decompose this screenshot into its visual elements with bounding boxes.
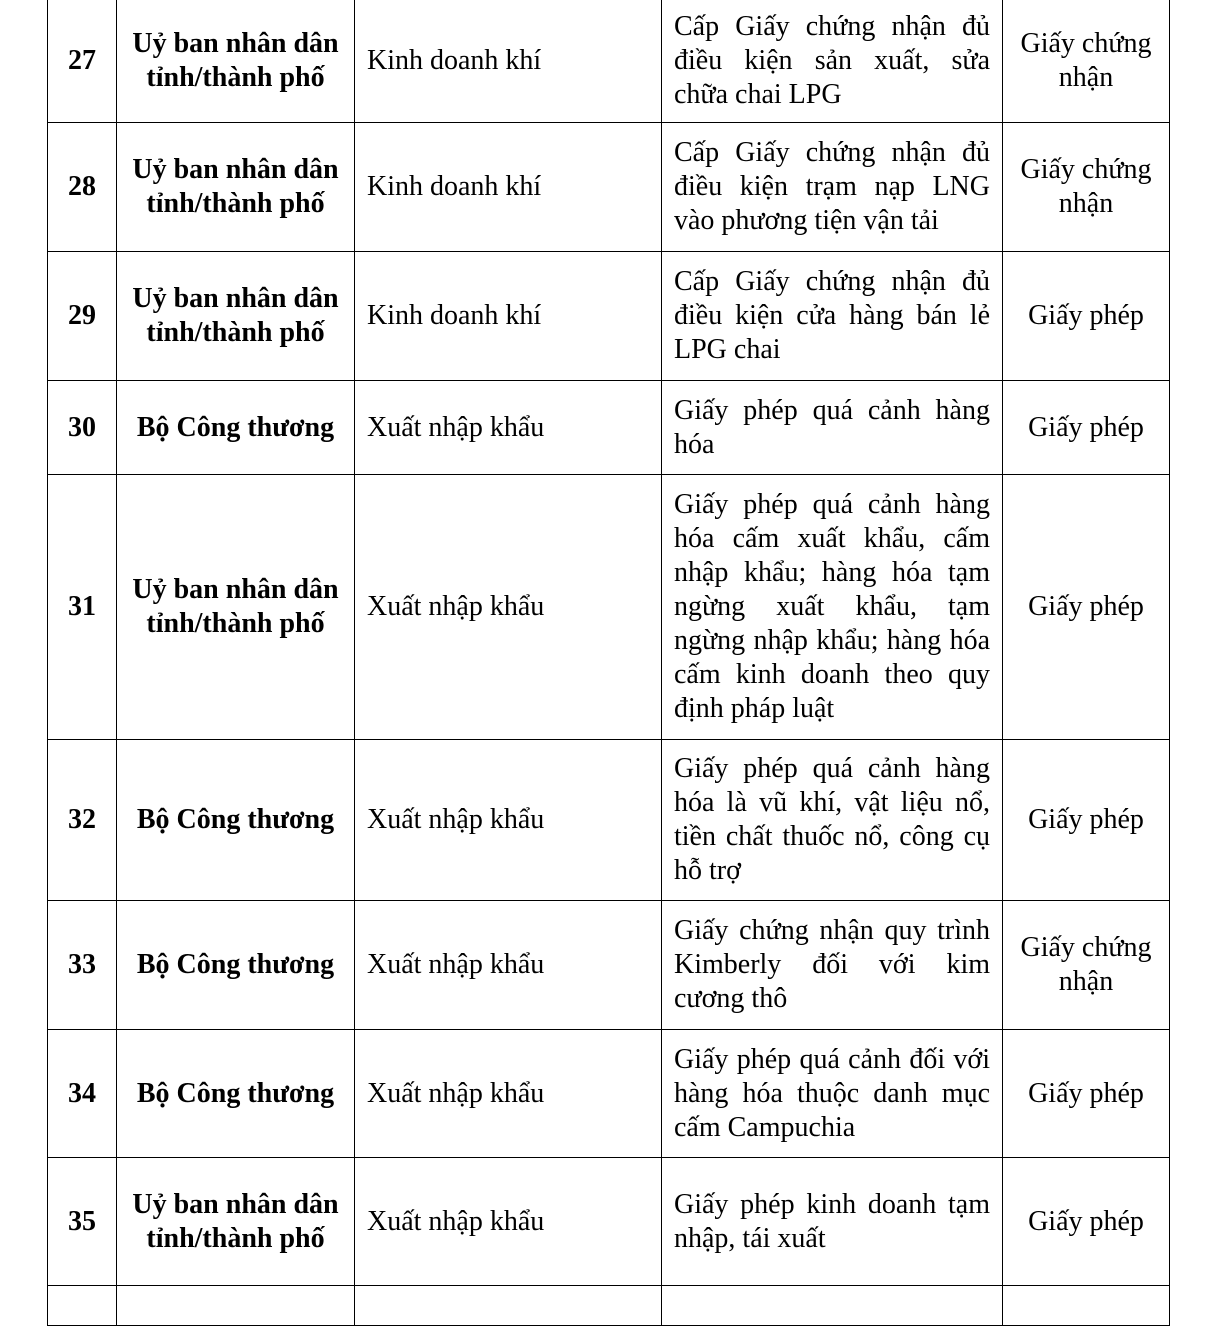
- sector-cell: Xuất nhập khẩu: [355, 1158, 662, 1286]
- table-row: [48, 901, 1170, 1030]
- table-row: [48, 1158, 1170, 1286]
- document-type-cell: Giấy phép: [1003, 1030, 1170, 1158]
- procedure-cell: Giấy chứng nhận quy trình Kimberly đối với kim cương thô: [662, 901, 1003, 1030]
- procedure-cell: Giấy phép quá cảnh hàng hóa cấm xuất khẩu, cấm nhập khẩu; hàng hóa tạm ngừng xuất khẩu, tạm ngừng nhập khẩu; hàng hóa cấm kinh doanh theo quy định pháp luật: [662, 475, 1003, 740]
- sector-cell: Xuất nhập khẩu: [355, 381, 662, 475]
- empty-cell: [1003, 1286, 1170, 1326]
- agency-cell: Bộ Công thương: [117, 901, 355, 1030]
- table-row: [48, 740, 1170, 901]
- agency-cell: Bộ Công thương: [117, 740, 355, 901]
- row-number: 27: [48, 0, 117, 123]
- table-row: [48, 0, 1170, 123]
- procedure-cell: Cấp Giấy chứng nhận đủ điều kiện sản xuất, sửa chữa chai LPG: [662, 0, 1003, 123]
- document-type-cell: Giấy phép: [1003, 740, 1170, 901]
- row-number: 33: [48, 901, 117, 1030]
- row-number: 32: [48, 740, 117, 901]
- table-row: [48, 123, 1170, 252]
- procedure-cell: Giấy phép quá cảnh đối với hàng hóa thuộc danh mục cấm Campuchia: [662, 1030, 1003, 1158]
- agency-cell: Uỷ ban nhân dân tỉnh/thành phố: [117, 475, 355, 740]
- document-type-cell: Giấy phép: [1003, 381, 1170, 475]
- row-number: 34: [48, 1030, 117, 1158]
- agency-cell: Bộ Công thương: [117, 381, 355, 475]
- row-number: 28: [48, 123, 117, 252]
- empty-cell: [117, 1286, 355, 1326]
- table-row: [48, 475, 1170, 740]
- agency-cell: Bộ Công thương: [117, 1030, 355, 1158]
- document-type-cell: Giấy chứng nhận: [1003, 901, 1170, 1030]
- row-number: 35: [48, 1158, 117, 1286]
- agency-cell: Uỷ ban nhân dân tỉnh/thành phố: [117, 0, 355, 123]
- row-number: 31: [48, 475, 117, 740]
- sector-cell: Xuất nhập khẩu: [355, 740, 662, 901]
- document-type-cell: Giấy chứng nhận: [1003, 123, 1170, 252]
- sector-cell: Xuất nhập khẩu: [355, 1030, 662, 1158]
- procedure-cell: Giấy phép quá cảnh hàng hóa là vũ khí, vật liệu nổ, tiền chất thuốc nổ, công cụ hỗ trợ: [662, 740, 1003, 901]
- agency-cell: Uỷ ban nhân dân tỉnh/thành phố: [117, 1158, 355, 1286]
- sector-cell: Kinh doanh khí: [355, 252, 662, 381]
- table-row: [48, 252, 1170, 381]
- sector-cell: Xuất nhập khẩu: [355, 901, 662, 1030]
- procedure-cell: Cấp Giấy chứng nhận đủ điều kiện trạm nạp LNG vào phương tiện vận tải: [662, 123, 1003, 252]
- agency-cell: Uỷ ban nhân dân tỉnh/thành phố: [117, 252, 355, 381]
- procedure-cell: Giấy phép quá cảnh hàng hóa: [662, 381, 1003, 475]
- document-type-cell: Giấy phép: [1003, 1158, 1170, 1286]
- sector-cell: Kinh doanh khí: [355, 123, 662, 252]
- sector-cell: Xuất nhập khẩu: [355, 475, 662, 740]
- table-row-cutoff: [48, 1286, 1170, 1326]
- table-row: [48, 1030, 1170, 1158]
- procedure-cell: Giấy phép kinh doanh tạm nhập, tái xuất: [662, 1158, 1003, 1286]
- document-type-cell: Giấy chứng nhận: [1003, 0, 1170, 123]
- table-row: [48, 381, 1170, 475]
- procedure-cell: Cấp Giấy chứng nhận đủ điều kiện cửa hàng bán lẻ LPG chai: [662, 252, 1003, 381]
- sector-cell: Kinh doanh khí: [355, 0, 662, 123]
- empty-cell: [662, 1286, 1003, 1326]
- row-number: 29: [48, 252, 117, 381]
- document-type-cell: Giấy phép: [1003, 475, 1170, 740]
- document-type-cell: Giấy phép: [1003, 252, 1170, 381]
- row-number: 30: [48, 381, 117, 475]
- procedures-table: [47, 0, 1170, 1326]
- agency-cell: Uỷ ban nhân dân tỉnh/thành phố: [117, 123, 355, 252]
- empty-cell: [355, 1286, 662, 1326]
- empty-cell: [48, 1286, 117, 1326]
